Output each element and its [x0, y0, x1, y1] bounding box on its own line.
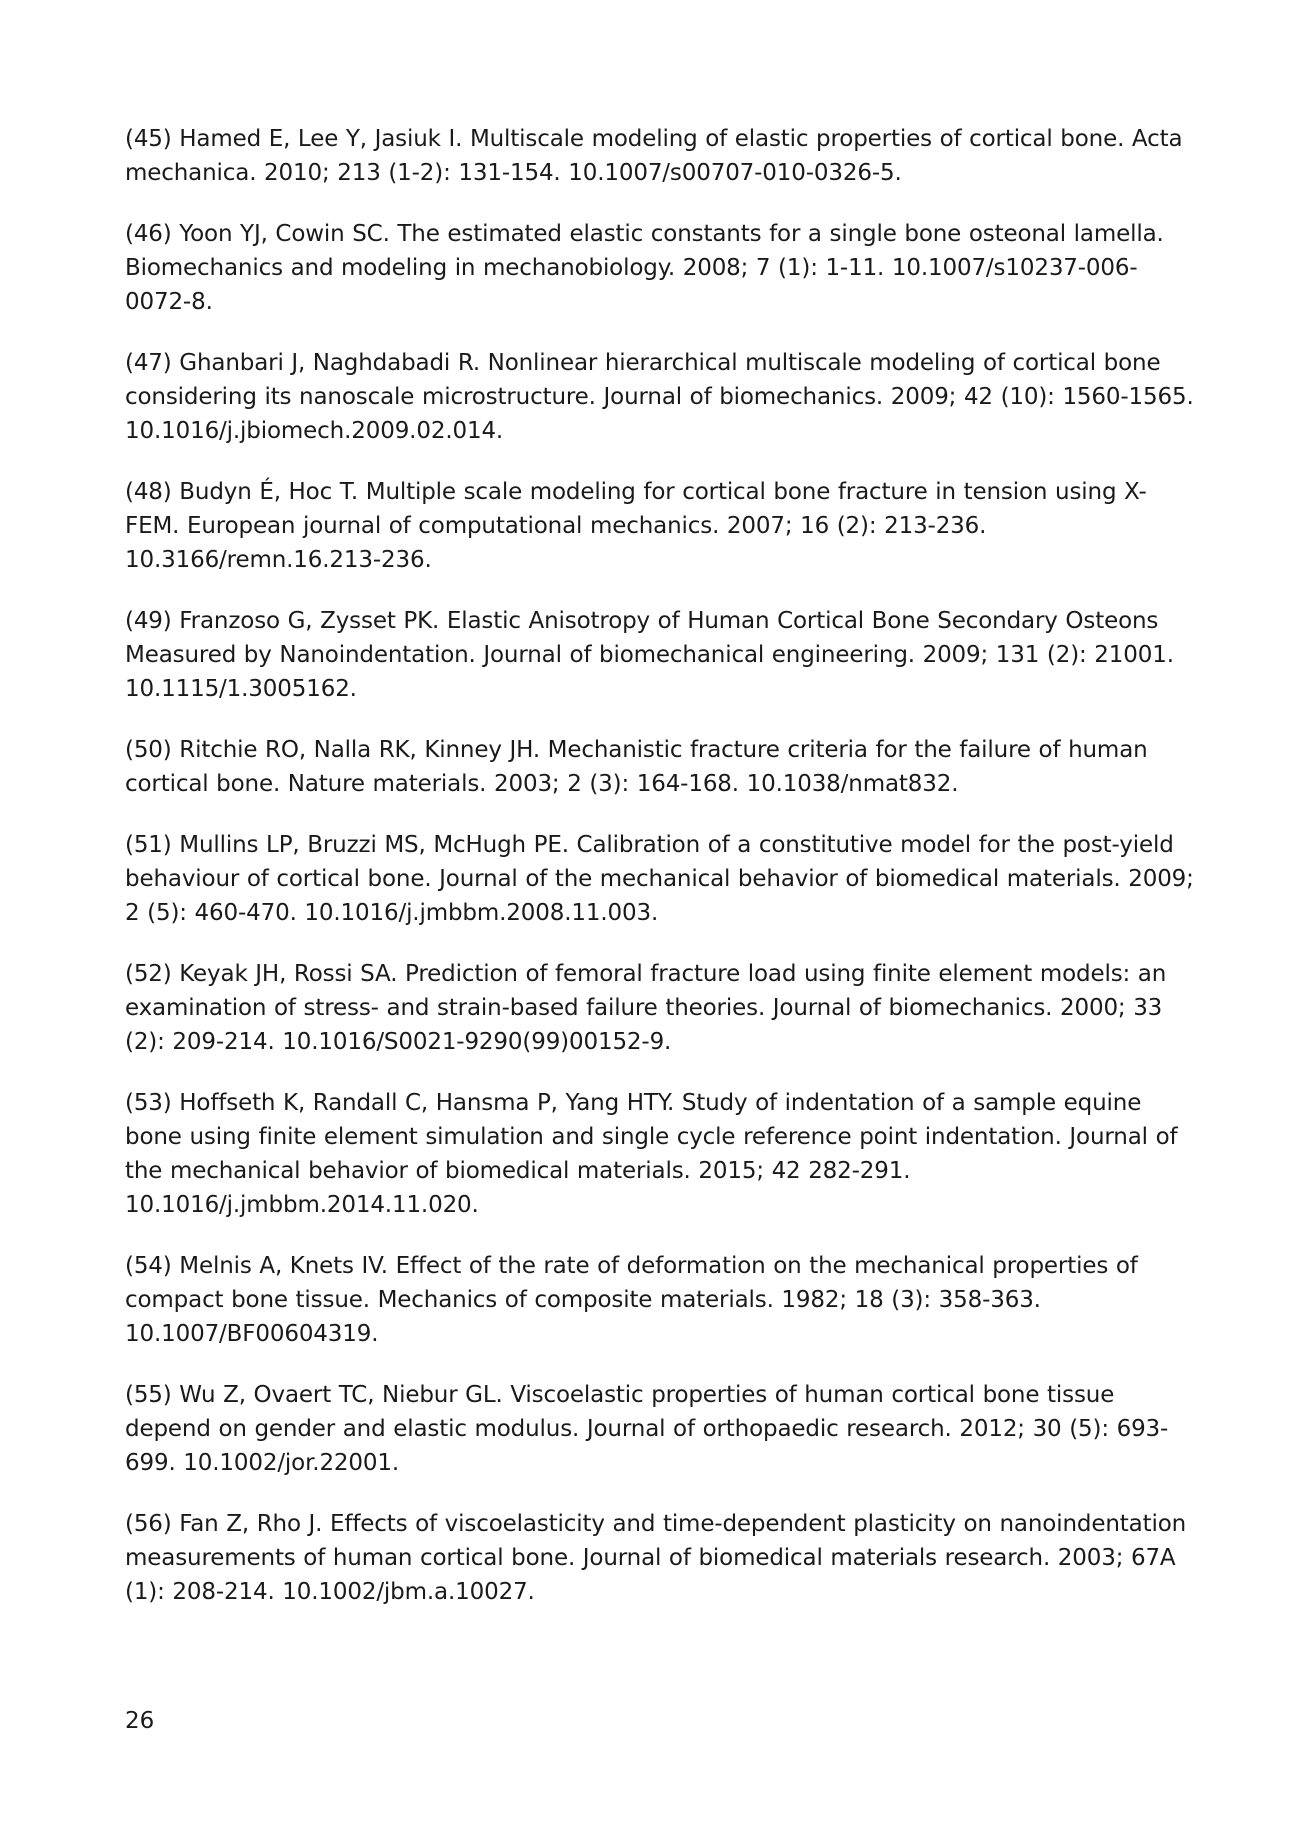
reference-45: (45) Hamed E, Lee Y, Jasiuk I. Multiscale modeling of elastic properties of cortical bone. Acta mechanica. 2010; 213 (1-2): 131-154. 10.1007/s00707-010-0326-5. — [125, 126, 1183, 186]
reference-51: (51) Mullins LP, Bruzzi MS, McHugh PE. Calibration of a constitutive model for the post-yield behaviour of cortical bone. Journal of the mechanical behavior of biomedical materials. 2009; 2 (5): 460-470. 10.1016/j.jmbbm.2008.11.003. — [125, 832, 1194, 926]
reference-49: (49) Franzoso G, Zysset PK. Elastic Anisotropy of Human Cortical Bone Secondary Osteons Measured by Nanoindentation. Journal of biomechanical engineering. 2009; 131 (2): 21001. 10.1115/1.3005162. — [125, 608, 1174, 702]
page-number: 26 — [125, 1708, 155, 1734]
reference-47: (47) Ghanbari J, Naghdabadi R. Nonlinear hierarchical multiscale modeling of cortical bone considering its nanoscale microstructure. Journal of biomechanics. 2009; 42 (10): 1560-1565. 10.1016/j.jbiomech.2009.02.014. — [125, 350, 1194, 444]
reference-50: (50) Ritchie RO, Nalla RK, Kinney JH. Mechanistic fracture criteria for the failure of human cortical bone. Nature materials. 2003; 2 (3): 164-168. 10.1038/nmat832. — [125, 737, 1148, 797]
reference-list — [125, 122, 1195, 1636]
reference-48: (48) Budyn É, Hoc T. Multiple scale modeling for cortical bone fracture in tension using X-FEM. European journal of computational mechanics. 2007; 16 (2): 213-236. 10.3166/remn.16.213-236. — [125, 479, 1147, 573]
reference-56: (56) Fan Z, Rho J. Effects of viscoelasticity and time-dependent plasticity on nanoindentation measurements of human cortical bone. Journal of biomedical materials research. 2003; 67A (1): 208-214. 10.1002/jbm.a.10027. — [125, 1511, 1187, 1605]
reference-55: (55) Wu Z, Ovaert TC, Niebur GL. Viscoelastic properties of human cortical bone tissue depend on gender and elastic modulus. Journal of orthopaedic research. 2012; 30 (5): 693-699. 10.1002/jor.22001. — [125, 1382, 1169, 1476]
reference-54: (54) Melnis A, Knets IV. Effect of the rate of deformation on the mechanical properties of compact bone tissue. Mechanics of composite materials. 1982; 18 (3): 358-363. 10.1007/BF00604319. — [125, 1253, 1138, 1347]
reference-53: (53) Hoffseth K, Randall C, Hansma P, Yang HTY. Study of indentation of a sample equine bone using finite element simulation and single cycle reference point indentation. Journal of the mechanical behavior of biomedical materials. 2015; 42 282-291. 10.1016/j.jmbbm.2014.11.020. — [125, 1090, 1178, 1218]
reference-52: (52) Keyak JH, Rossi SA. Prediction of femoral fracture load using finite element models: an examination of stress- and strain-based failure theories. Journal of biomechanics. 2000; 33 (2): 209-214. 10.1016/S0021-9290(99)00152-9. — [125, 961, 1167, 1055]
reference-46: (46) Yoon YJ, Cowin SC. The estimated elastic constants for a single bone osteonal lamella. Biomechanics and modeling in mechanobiology. 2008; 7 (1): 1-11. 10.1007/s10237-006-0072-8. — [125, 221, 1164, 315]
